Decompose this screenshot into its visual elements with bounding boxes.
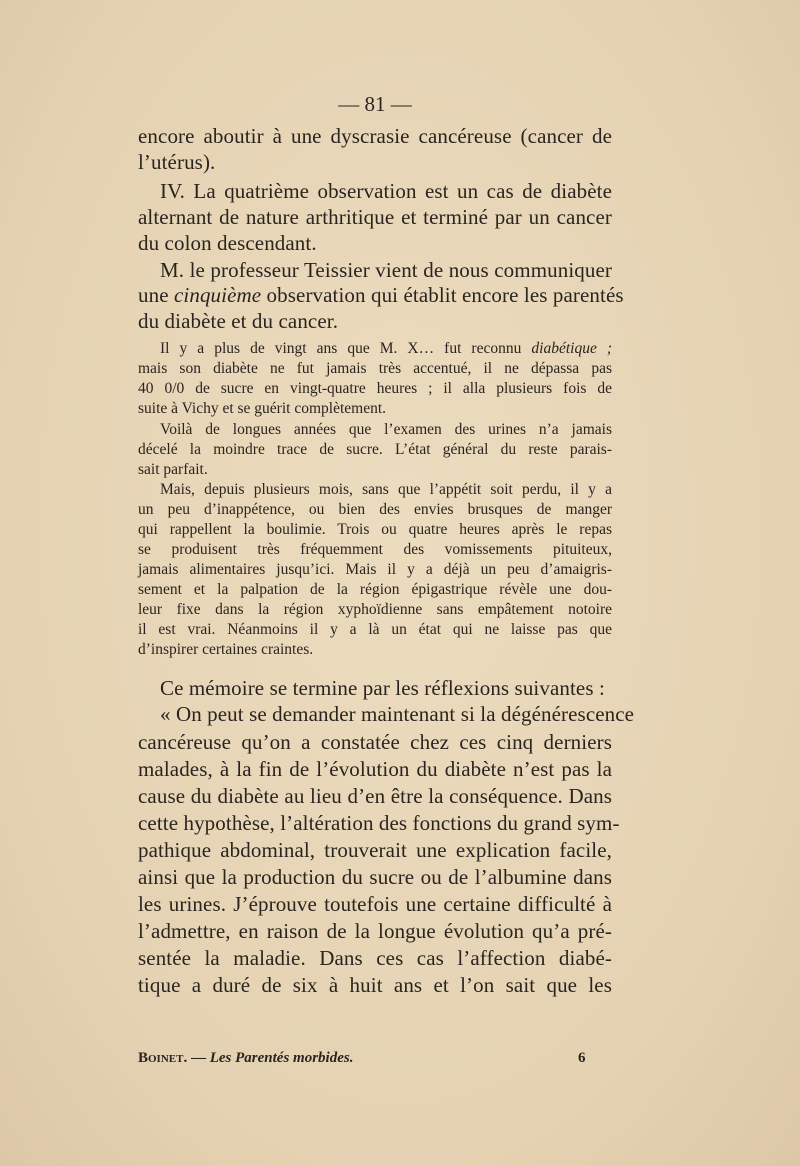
text-line: tique a duré de six à huit ans et l’on sait que les (138, 973, 612, 997)
text-line: ainsi que la production du sucre ou de l’albumine dans (138, 865, 612, 889)
text-line: décelé la moindre trace de sucre. L’état général du reste parais- (138, 441, 612, 458)
text-line: mais son diabète ne fut jamais très accentué, il ne dépassa pas (138, 360, 612, 377)
text-line: M. le professeur Teissier vient de nous communiquer (160, 258, 612, 282)
text-line: se produisent très fréquemment des vomissements pituiteux, (138, 541, 612, 558)
text-line: « On peut se demander maintenant si la dégénérescence (160, 702, 635, 726)
word-une: une (138, 283, 169, 307)
text-line: leur fixe dans la région xyphoïdienne sans empâtement notoire (138, 601, 612, 618)
emphasis-cinquieme: cinquième (173, 283, 262, 307)
text-line: un peu d’inappétence, ou bien des envies brusques de manger (138, 501, 612, 518)
text-line: encore aboutir à une dyscrasie cancéreuse (cancer de (138, 124, 612, 148)
text-line: Mais, depuis plusieurs mois, sans que l’appétit soit perdu, il y a (160, 481, 612, 498)
footer-title: Les Parentés morbides. (209, 1050, 354, 1066)
text-line: les urines. J’éprouve toutefois une certaine difficulté à (138, 892, 612, 916)
text-line: alternant de nature arthritique et terminé par un cancer (138, 205, 612, 229)
text-line: 40 0/0 de sucre en vingt-quatre heures ; il alla plusieurs fois de (138, 380, 612, 397)
text-line: pathique abdominal, trouverait une explication facile, (138, 838, 612, 862)
text-line: qui rappellent la boulimie. Trois ou quatre heures après le repas (138, 521, 612, 538)
text-line: Ce mémoire se termine par les réflexions suivantes : (160, 676, 605, 700)
text-line: Voilà de longues années que l’examen des urines n’a jamais (160, 421, 612, 438)
emphasis-diabetique: diabétique ; (531, 340, 613, 357)
text-line: du diabète et du cancer. (138, 309, 339, 333)
footer-author: Boinet. — (138, 1050, 206, 1066)
text-line: il est vrai. Néanmoins il y a là un état qui ne laisse pas que (138, 621, 612, 638)
text-line: d’inspirer certaines craintes. (138, 641, 314, 658)
text-line: du colon descendant. (138, 231, 317, 255)
footer-signature: 6 (578, 1050, 586, 1066)
text-run: Il y a plus de vingt ans que M. X… fut reconnu (160, 340, 522, 357)
text-line: sentée la maladie. Dans ces cas l’affection diabé- (138, 946, 612, 970)
text-run: observation qui établit encore les parentés (266, 283, 624, 307)
text-line: sement et la palpation de la région épigastrique révèle une dou- (138, 581, 612, 598)
page-number: — 81 — (338, 92, 412, 116)
text-line: cette hypothèse, l’altération des fonctions du grand sym- (138, 811, 620, 835)
text-line: jamais alimentaires jusqu’ici. Mais il y a déjà un peu d’amaigris- (138, 561, 612, 578)
text-line: malades, à la fin de l’évolution du diabète n’est pas la (138, 757, 612, 781)
text-line: cancéreuse qu’on a constatée chez ces cinq derniers (138, 730, 612, 754)
text-line: sait parfait. (138, 461, 208, 478)
text-line: l’utérus). (138, 150, 216, 174)
text-line: cause du diabète au lieu d’en être la conséquence. Dans (138, 784, 612, 808)
text-line-mixed (138, 283, 624, 308)
text-line: l’admettre, en raison de la longue évolution qu’a pré- (138, 919, 612, 943)
text-line: suite à Vichy et se guérit complètement. (138, 400, 386, 417)
text-line: IV. La quatrième observation est un cas de diabète (160, 179, 612, 203)
footer-author-title (138, 1050, 353, 1067)
text-line-mixed (160, 340, 612, 358)
